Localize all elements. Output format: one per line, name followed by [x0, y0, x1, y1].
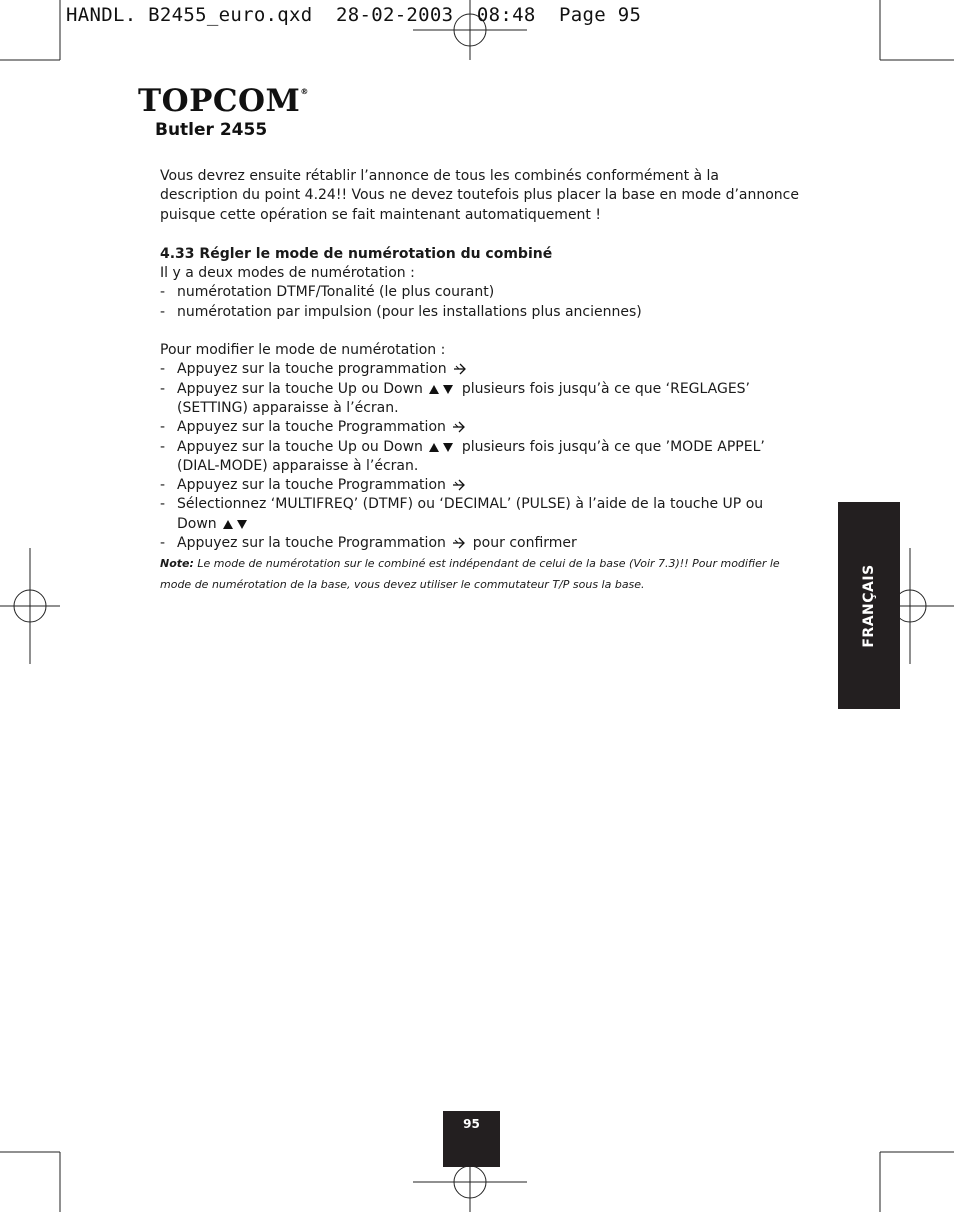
step-text: Appuyez sur la touche Up ou Down [177, 380, 423, 397]
step-text: Sélectionnez ‘MULTIFREQ’ (DTMF) ou ‘DECIMAL’ (PULSE) à l’aide de la touche UP ou Down [177, 496, 764, 532]
step-text: Appuyez sur la touche Up ou Down [177, 438, 423, 455]
list-item [160, 360, 800, 379]
step-text: Appuyez sur la touche programmation [177, 361, 447, 378]
language-tab [838, 502, 900, 709]
note-label: Note: [160, 557, 194, 571]
list-item: - numérotation par impulsion (pour les installations plus anciennes) [160, 303, 800, 322]
note-paragraph [160, 553, 800, 595]
steps-lead: Pour modifier le mode de numérotation : [160, 342, 446, 359]
program-key-icon [450, 536, 468, 550]
page-number: 95 [463, 1117, 480, 1131]
modes-lead: Il y a deux modes de numérotation : [160, 265, 415, 282]
list-item [160, 438, 800, 477]
step-text: plusieurs fois jusqu’à ce que ‘REGLAGES’ (SETTING) apparaisse à l’écran. [177, 380, 751, 416]
note-text: Le mode de numérotation sur le combiné est indépendant de celui de la base (Voir 7.3)!! Pour modifier le mode de numérotation de la base, vous devez utiliser le commutateur T/P sous la base. [160, 557, 780, 592]
up-down-arrows-icon [427, 440, 457, 454]
print-slug: HANDL. B2455_euro.qxd 28-02-2003 08:48 Page 95 [66, 4, 642, 26]
model-name: Butler 2455 [155, 120, 268, 140]
section-title: 4.33 Régler le mode de numérotation du combiné [160, 245, 553, 262]
registered-mark: ® [300, 87, 309, 96]
intro-paragraph: Vous devrez ensuite rétablir l’annonce de tous les combinés conformément à la description du point 4.24!! Vous ne devez toutefois plus placer la base en mode d’annonce puisque cette opération se fait maintenant automatiquement ! [160, 168, 799, 223]
program-key-icon [450, 420, 468, 434]
page-number-box [443, 1111, 500, 1167]
list-item [160, 495, 800, 534]
logo-text: TOPCOM [138, 83, 301, 119]
modes-list [160, 283, 800, 322]
up-down-arrows-icon [427, 382, 457, 396]
step-text: Appuyez sur la touche Programmation [177, 477, 446, 494]
list-item [160, 380, 800, 419]
program-key-icon [450, 478, 468, 492]
step-text: Appuyez sur la touche Programmation [177, 535, 446, 552]
program-key-icon [451, 362, 469, 376]
up-down-arrows-icon [221, 517, 251, 531]
main-content [160, 167, 800, 595]
language-label: FRANÇAIS [861, 563, 877, 648]
steps-list [160, 360, 800, 553]
list-item: - numérotation DTMF/Tonalité (le plus courant) [160, 283, 800, 302]
step-text: Appuyez sur la touche Programmation [177, 419, 446, 436]
topcom-logo [138, 83, 309, 119]
step-text: plusieurs fois jusqu’à ce que ’MODE APPEL’ (DIAL-MODE) apparaisse à l’écran. [177, 438, 765, 474]
list-item [160, 534, 800, 553]
step-text: pour confirmer [472, 535, 577, 552]
list-item [160, 418, 800, 437]
list-item [160, 476, 800, 495]
